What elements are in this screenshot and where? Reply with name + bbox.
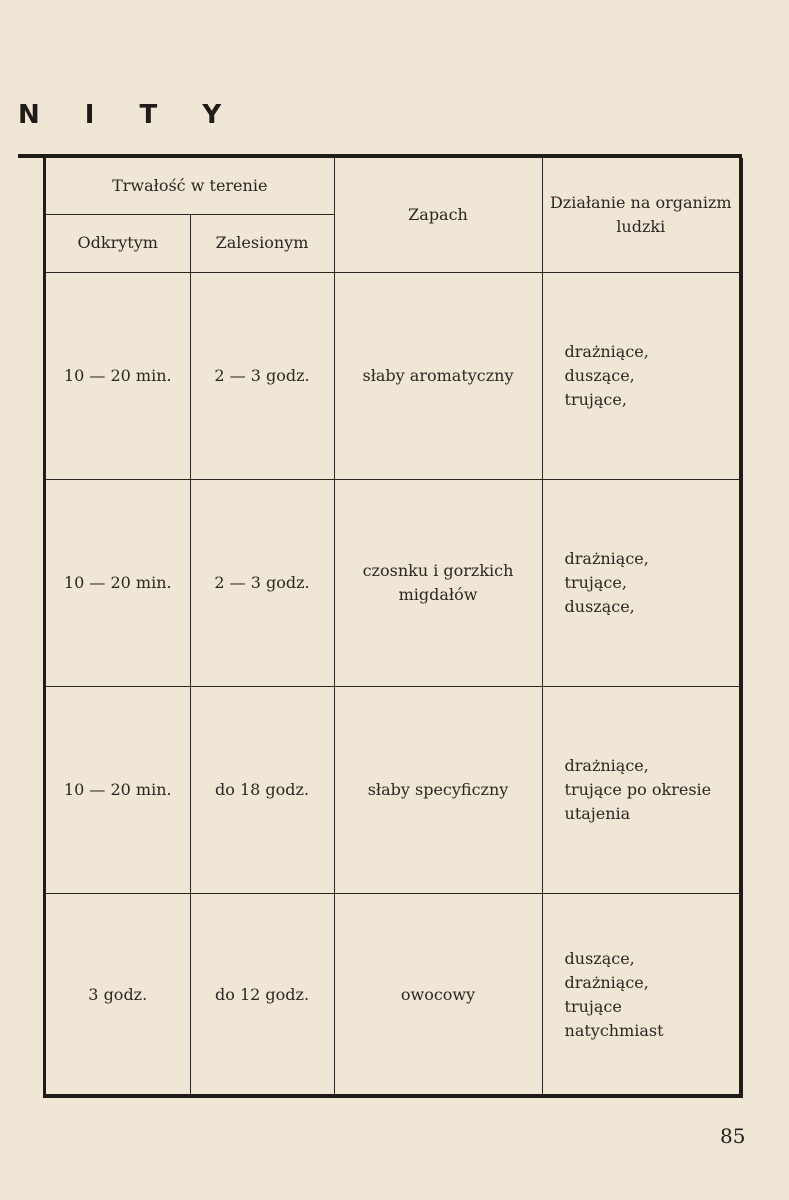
effect-line: trujące [564, 996, 622, 1016]
page-number: 85 [720, 1124, 746, 1148]
cell-smell [334, 479, 542, 686]
cell-open: 10 — 20 min. [46, 686, 190, 893]
table-row [46, 686, 739, 893]
effect-line: drażniące, [564, 755, 649, 775]
effect-line: natychmiast [564, 1020, 664, 1040]
smell-text: słaby aromatyczny [362, 365, 514, 385]
table-row [46, 272, 739, 479]
effect-line: drażniące, [564, 341, 649, 361]
cell-open: 10 — 20 min. [46, 272, 190, 479]
cell-forested: do 18 godz. [190, 686, 334, 893]
smell-text: owocowy [400, 984, 476, 1004]
cell-effect [542, 686, 739, 893]
cell-forested: 2 — 3 godz. [190, 479, 334, 686]
cell-effect [542, 893, 739, 1096]
effect-line: drażniące, [564, 972, 649, 992]
effect-line: drażniące, [564, 548, 649, 568]
table-row [46, 893, 739, 1096]
effect-line: utajenia [564, 803, 631, 823]
cell-forested: 2 — 3 godz. [190, 272, 334, 479]
bottom-rule [43, 1094, 743, 1098]
header-forested: Zalesionym [190, 214, 334, 272]
cell-smell [334, 272, 542, 479]
cell-smell [334, 893, 542, 1096]
effect-line: duszące, [564, 596, 635, 616]
header-smell: Zapach [334, 158, 542, 272]
table-frame [43, 158, 743, 1096]
header-effect: Działanie na organizm ludzki [542, 158, 739, 272]
cell-forested: do 12 godz. [190, 893, 334, 1096]
cell-effect [542, 479, 739, 686]
table-row [46, 479, 739, 686]
effect-line: duszące, [564, 365, 635, 385]
effect-line: trujące, [564, 572, 627, 592]
effect-line: trujące, [564, 389, 627, 409]
header-durability: Trwałość w terenie [46, 158, 334, 214]
cell-effect [542, 272, 739, 479]
cell-smell [334, 686, 542, 893]
effect-line: trujące po okresie [564, 779, 712, 799]
header-row-1 [46, 158, 739, 214]
smell-text: czosnku i gorzkich migdałów [362, 560, 514, 604]
page-heading: N I T Y [18, 100, 240, 130]
cell-open: 10 — 20 min. [46, 479, 190, 686]
cell-open: 3 godz. [46, 893, 190, 1096]
header-open: Odkrytym [46, 214, 190, 272]
effect-line: duszące, [564, 948, 635, 968]
agents-table [46, 158, 739, 1096]
smell-text: słaby specyficzny [367, 779, 509, 799]
